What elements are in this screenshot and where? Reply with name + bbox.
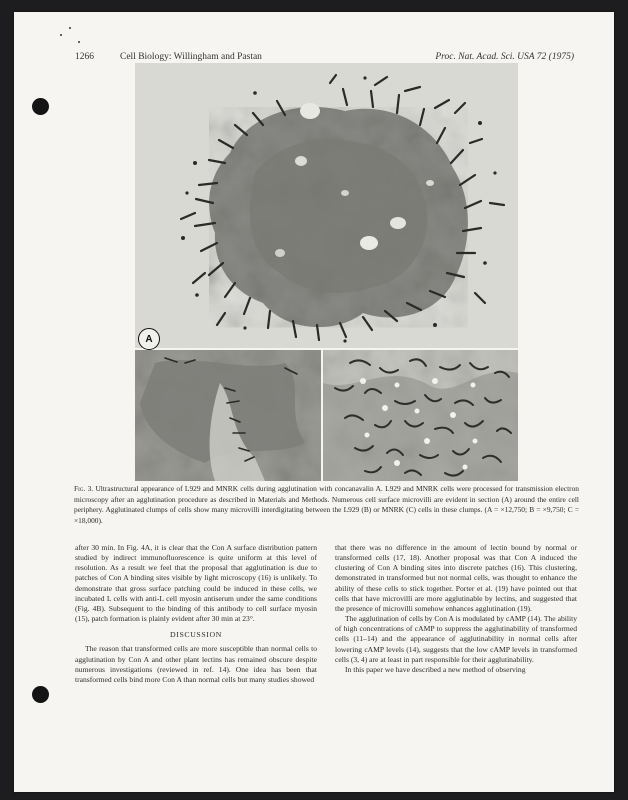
punch-hole [32, 98, 49, 115]
page-number: 1266 [75, 52, 94, 62]
paragraph: after 30 min. In Fig. 4A, it is clear that the Con A surface distribution pattern studied by indirect immunofluorescence is quite uniform at this level of resolution. As a result we feel that the proposal that agglutination is due to patches of Con A binding sites visible by light microscopy (16) is unlikely. To demonstrate that gross surface patching could be induced in these cells, we incubated L cells with anti-L cell myosin antiserum under the same conditions (Fig. 4B). Subsequent to the binding of this antibody to cell surface myosin (15), patch formation is plainly evident after 30 min at 23°. [75, 543, 317, 624]
punch-hole [32, 686, 49, 703]
paragraph: In this paper we have described a new method of observing [345, 664, 526, 674]
paragraph: The agglutination of cells by Con A is modulated by cAMP (14). The ability of high concentrations of cAMP to suppress the agglutinability of transformed cells (11–14) and the appearance of agglutinability in normal cells after lowering cAMP levels (14), suggests that the low cAMP levels in transformed cells (3, 4) are at least in part responsible for their agglutinability. [335, 614, 577, 664]
section-heading-discussion: DISCUSSION [170, 630, 222, 640]
speck [60, 34, 62, 36]
running-title: Cell Biology: Willingham and Pastan [120, 52, 262, 62]
figure-caption [74, 484, 579, 526]
electron-micrograph-figure [135, 63, 518, 481]
speck [69, 27, 71, 29]
panel-label-a: A [138, 328, 160, 350]
paragraph: The reason that transformed cells are more susceptible than normal cells to agglutination by Con A and other plant lectins has remained obscure despite numerous investigations (reviewed in ref. 14). One idea has been that transformed cells bind more Con A than normal cells but many studies showed [75, 644, 317, 684]
figure-label: Fig. 3. [74, 484, 94, 493]
micrograph-image [135, 63, 518, 481]
caption-text: Ultrastructural appearance of L929 and MNRK cells during agglutination with concanavalin A. L929 and MNRK cells were processed for transmission electron microscopy after an agglutination procedure as described in Materials and Methods. Numerous cell surface microvilli are evident in section (A) around the entire cell periphery. Agglutinated clumps of cells show many microvilli interdigitating between the L929 (B) or MNRK (C) cells in these clumps. (A = ×12,750; B = ×9,750; C = ×18,000). [74, 484, 579, 525]
left-column [75, 543, 317, 685]
speck [78, 41, 80, 43]
journal-citation: Proc. Nat. Acad. Sci. USA 72 (1975) [435, 52, 574, 62]
right-column [335, 543, 577, 675]
paragraph: that there was no difference in the amount of lectin bound by normal or transformed cells (17, 18). Another proposal was that Con A induced the clustering of Con A binding sites into discrete patches (16). This clustering, demonstrated in transformed but not normal cells, was thought to enhance the ability of these cells to stick together. Porter et al. (19) have pointed out that cells that have microvilli are more agglutinable by lectins, and suggested that the presence of microvilli somehow enhances agglutination (19). [335, 543, 577, 613]
